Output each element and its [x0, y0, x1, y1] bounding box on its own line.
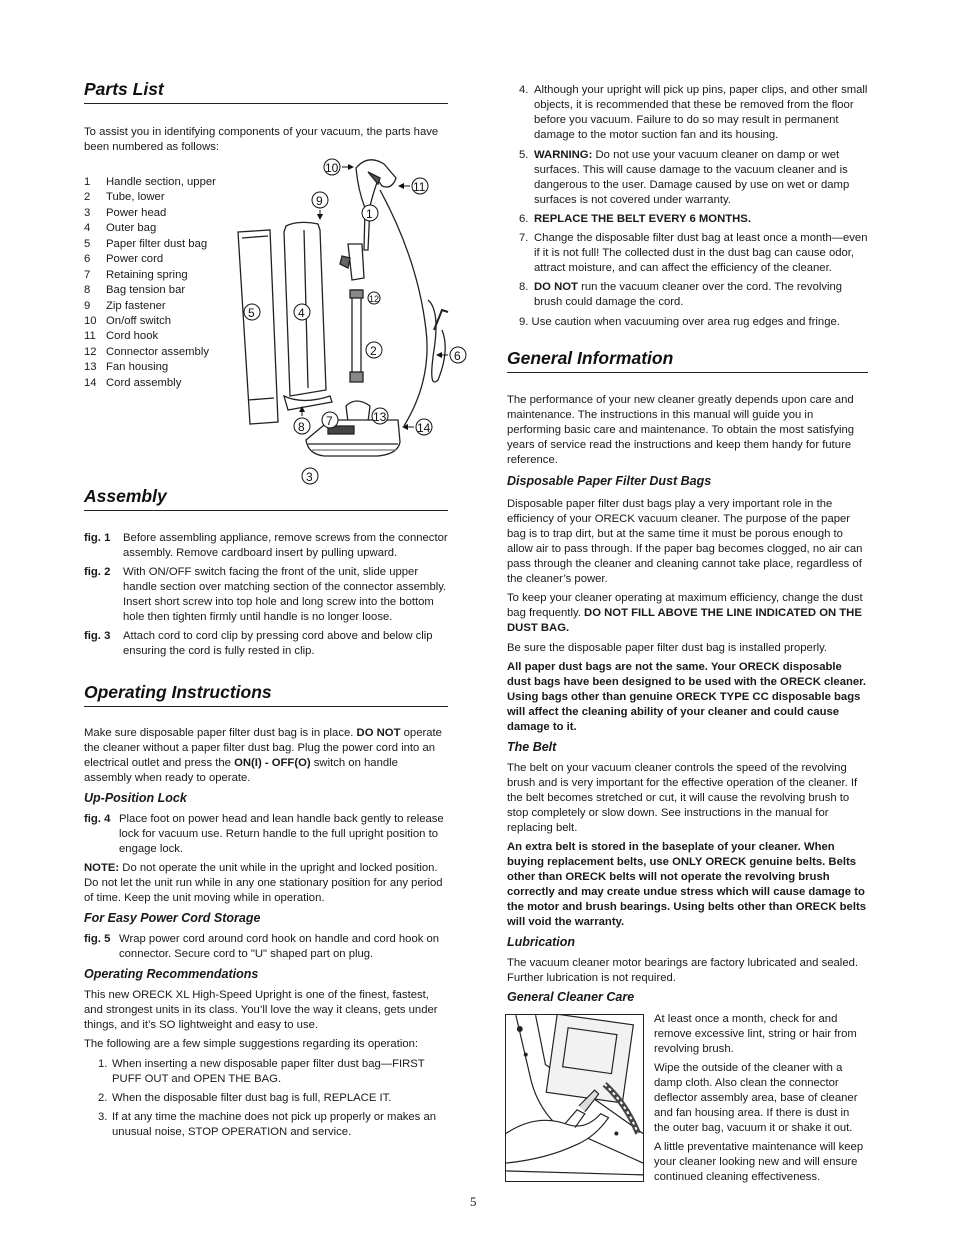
belt-paragraph: The belt on your vacuum cleaner controls the speed of the revolving brush and is very important for the effective operation of the cleaner. If the belt becomes stretched or cut, it will cause the revolving brush to stop completely or slow down. See instructions in the manual for replacing belt.	[507, 762, 858, 834]
callout-2	[366, 342, 382, 358]
svg-text:10: 10	[325, 161, 339, 175]
svg-text:7: 7	[326, 414, 333, 428]
operating-note: NOTE: Do not operate the unit while in the upright and locked position. Do not let the unit run while in any one stationary position for any period of time. Keep the unit moving while in operation.	[84, 862, 443, 904]
callout-9	[312, 192, 328, 220]
dust-bags-warning: All paper dust bags are not the same. Your ORECK disposable dust bags have been designed to be used with the ORECK cleaner. Using bags other than genuine ORECK TYPE CC disposable bags will affect the cleaning ability of your cleaner and could cause damage to it.	[507, 661, 867, 733]
parts-list-intro: To assist you in identifying components of your vacuum, the parts have been numbered as follows:	[84, 126, 439, 153]
svg-text:12: 12	[369, 294, 380, 304]
svg-text:1: 1	[366, 207, 373, 221]
recommendations-paragraph: The following are a few simple suggestions regarding its operation:	[84, 1038, 419, 1050]
dust-bags-paragraph: Disposable paper filter dust bags play a very important role in the efficiency of your ORECK vacuum cleaner. The purpose of the paper bag is to trap dirt, but at the same time it must be porous enough to allow air to pass through. If the paper bag becomes clogged, no air can pass through the cleaner and cleaning cannot take place, regardless of the cleaner’s power.	[507, 498, 863, 585]
callout-13	[372, 408, 388, 424]
recommendations-heading: Operating Recommendations	[84, 967, 259, 981]
callout-11	[398, 178, 428, 194]
callout-3	[302, 468, 318, 484]
lubrication-heading: Lubrication	[507, 935, 576, 949]
divider	[84, 103, 448, 104]
callout-5	[244, 304, 260, 320]
assembly-fig-1: fig. 1 Before assembling appliance, remove screws from the connector assembly. Remove cardboard insert by pulling upward.	[84, 532, 448, 559]
svg-text:13: 13	[373, 410, 387, 424]
assembly-heading: Assembly	[84, 486, 167, 506]
operating-fig-5: fig. 5 Wrap power cord around cord hook on handle and cord hook on connector. Secure cord to "U" shaped part on plug.	[84, 933, 440, 960]
callout-4	[294, 304, 310, 320]
callout-7	[322, 412, 338, 428]
dust-bags-paragraph: To keep your cleaner operating at maximum efficiency, change the dust bag frequently. DO NOT FILL ABOVE THE LINE INDICATED ON THE DUST BAG.	[507, 592, 863, 634]
callout-10	[324, 159, 354, 175]
svg-text:14: 14	[417, 421, 431, 435]
cleaner-care-heading: General Cleaner Care	[507, 990, 635, 1004]
divider	[84, 510, 448, 511]
svg-text:3: 3	[306, 470, 313, 484]
vacuum-parts-diagram	[228, 150, 468, 490]
belt-heading: The Belt	[507, 740, 557, 754]
cord-storage-heading: For Easy Power Cord Storage	[84, 911, 261, 925]
divider	[507, 372, 868, 373]
svg-text:11: 11	[413, 180, 426, 194]
callout-8	[294, 406, 310, 434]
svg-text:6: 6	[454, 349, 461, 363]
up-position-heading: Up-Position Lock	[84, 791, 187, 805]
page-number: 5	[470, 1194, 477, 1209]
brush-cleaning-illustration	[505, 1014, 644, 1182]
svg-text:5: 5	[248, 306, 255, 320]
cleaner-care-paragraph: Wipe the outside of the cleaner with a damp cloth. Also clean the connector deflector assembly area, base of cleaner and fan housing area. If there is dust in the outer bag, vacuum it or shake it out.	[654, 1062, 858, 1134]
operating-fig-4: fig. 4 Place foot on power head and lean handle back gently to release lock for vacuum use. Return handle to the full upright position to engage lock.	[84, 813, 444, 855]
svg-text:9: 9	[316, 194, 323, 208]
callout-1	[362, 205, 378, 221]
general-info-heading: General Information	[507, 348, 674, 368]
operating-intro: Make sure disposable paper filter dust bag is in place. DO NOT operate the cleaner without a paper filter dust bag. Plug the power cord into an electrical outlet and press the ON(I) - OFF(O) switch on handle assembly when ready to operate.	[84, 727, 442, 784]
assembly-fig-3: fig. 3 Attach cord to cord clip by pressing cord above and below clip ensuring the cord is fully rested in clip.	[84, 630, 433, 657]
list-item: 9. Use caution when vacuuming over area rug edges and fringe.	[519, 316, 840, 328]
recommendations-paragraph: This new ORECK XL High-Speed Upright is one of the finest, fastest, and strongest units in its class. You’ll love the way it cleans, gets under things, and it’s SO lightweight and easy to use.	[84, 989, 438, 1031]
operating-heading: Operating Instructions	[84, 682, 272, 702]
svg-text:4: 4	[298, 306, 305, 320]
parts-list-heading: Parts List	[84, 79, 164, 99]
cleaner-care-paragraph: At least once a month, check for and remove excessive lint, string or hair from revolving brush.	[654, 1013, 857, 1055]
svg-text:2: 2	[370, 344, 377, 358]
cleaner-care-paragraph: A little preventative maintenance will keep your cleaner looking new and will ensure continued cleaning effectiveness.	[654, 1141, 864, 1183]
dust-bags-heading: Disposable Paper Filter Dust Bags	[507, 474, 712, 488]
callout-12	[368, 292, 380, 304]
assembly-fig-2: fig. 2 With ON/OFF switch facing the front of the unit, slide upper handle section over matching section of the connector assembly. Insert short screw into top hole and long screw into the bottom hole then tighten firmly until handle is no longer loose.	[84, 566, 447, 623]
dust-bags-paragraph: Be sure the disposable paper filter dust bag is installed properly.	[507, 642, 828, 654]
belt-warning: An extra belt is stored in the baseplate of your cleaner. When buying replacement belts, use ONLY ORECK genuine belts. Belts other than ORECK belts will not operate the revolving brush correctly and may create undue stress which will cause damage to the motor and brush bearings. Using belts other than ORECK belts will void the warranty.	[507, 841, 867, 928]
general-intro: The performance of your new cleaner greatly depends upon care and maintenance. The instructions in this manual will guide you in performing basic care and maintenance. To obtain the most satisfying years of service read the instructions and keep them handy for future reference.	[507, 394, 855, 466]
callout-6	[436, 347, 466, 363]
lubrication-paragraph: The vacuum cleaner motor bearings are factory lubricated and sealed. Further lubrication is not required.	[507, 957, 859, 984]
svg-text:8: 8	[298, 420, 305, 434]
divider	[84, 706, 448, 707]
